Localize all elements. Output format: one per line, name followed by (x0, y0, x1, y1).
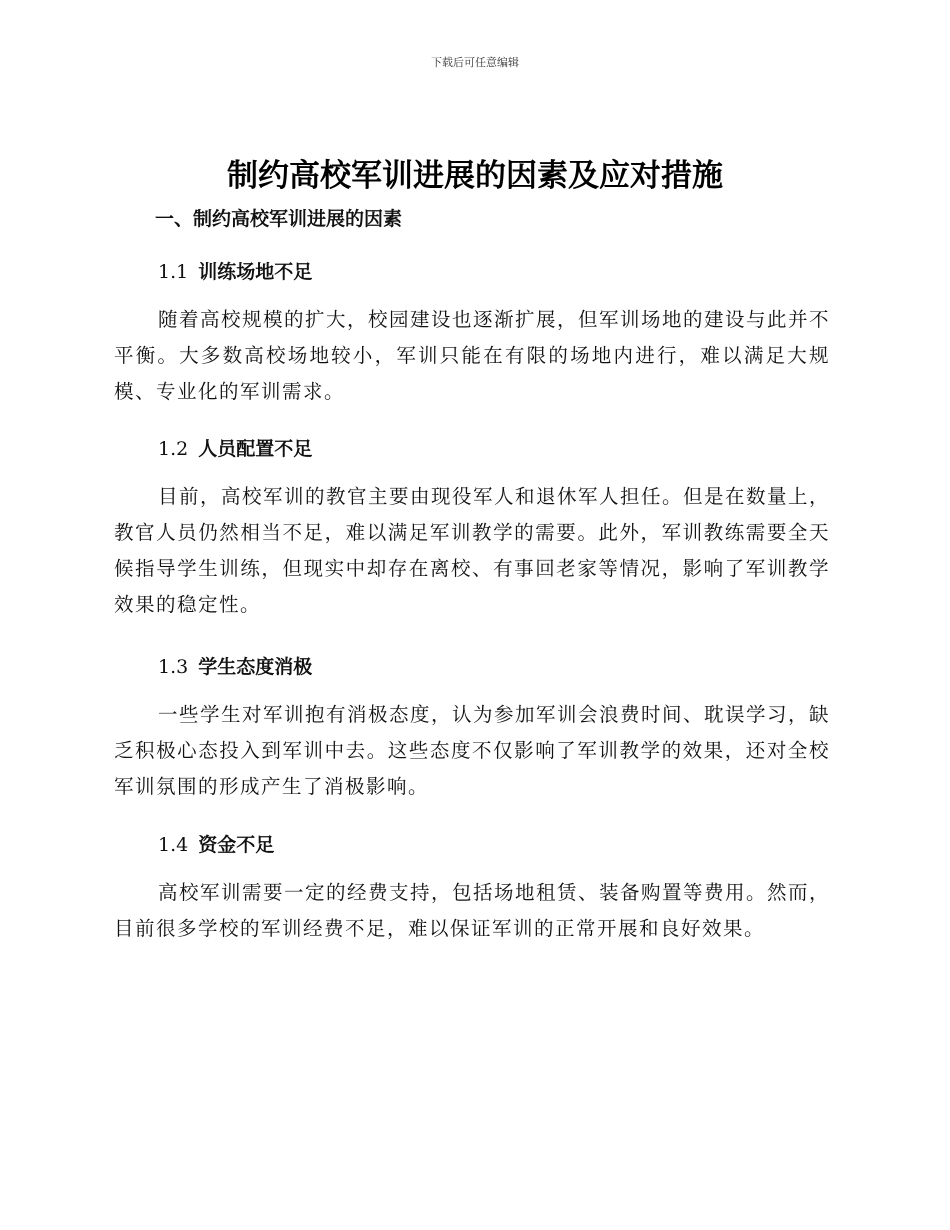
subsection-heading-1-1 (158, 257, 312, 284)
section-heading: 一、制约高校军训进展的因素 (155, 208, 403, 230)
subsection-number: 1.3 (158, 656, 189, 678)
paragraph-1-1: 随着高校规模的扩大，校园建设也逐渐扩展，但军训场地的建设与此并不平衡。大多数高校场地较小，军训只能在有限的场地内进行，难以满足大规模、专业化的军训需求。 (114, 308, 831, 403)
subsection-heading-1-3 (158, 652, 312, 679)
subsection-heading-1-4 (158, 830, 274, 857)
subsection-number: 1.1 (158, 261, 189, 283)
header-note: 下载后可任意编辑 (431, 56, 519, 69)
document-title: 制约高校军训进展的因素及应对措施 (227, 158, 723, 194)
subsection-title: 人员配置不足 (198, 438, 313, 460)
subsection-title: 资金不足 (198, 834, 275, 856)
paragraph-1-4: 高校军训需要一定的经费支持，包括场地租赁、装备购置等费用。然而，目前很多学校的军训经费不足，难以保证军训的正常开展和良好效果。 (114, 881, 831, 940)
subsection-title: 学生态度消极 (198, 656, 313, 678)
subsection-number: 1.4 (158, 834, 189, 856)
subsection-heading-1-2 (158, 434, 312, 461)
subsection-title: 训练场地不足 (198, 261, 313, 283)
paragraph-1-3: 一些学生对军训抱有消极态度，认为参加军训会浪费时间、耽误学习，缺乏积极心态投入到军训中去。这些态度不仅影响了军训教学的效果，还对全校军训氛围的形成产生了消极影响。 (114, 703, 831, 798)
paragraph-1-2: 目前，高校军训的教官主要由现役军人和退休军人担任。但是在数量上，教官人员仍然相当不足，难以满足军训教学的需要。此外，军训教练需要全天候指导学生训练，但现实中却存在离校、有事回老家等情况，影响了军训教学效果的稳定性。 (114, 485, 831, 616)
subsection-number: 1.2 (158, 438, 189, 460)
